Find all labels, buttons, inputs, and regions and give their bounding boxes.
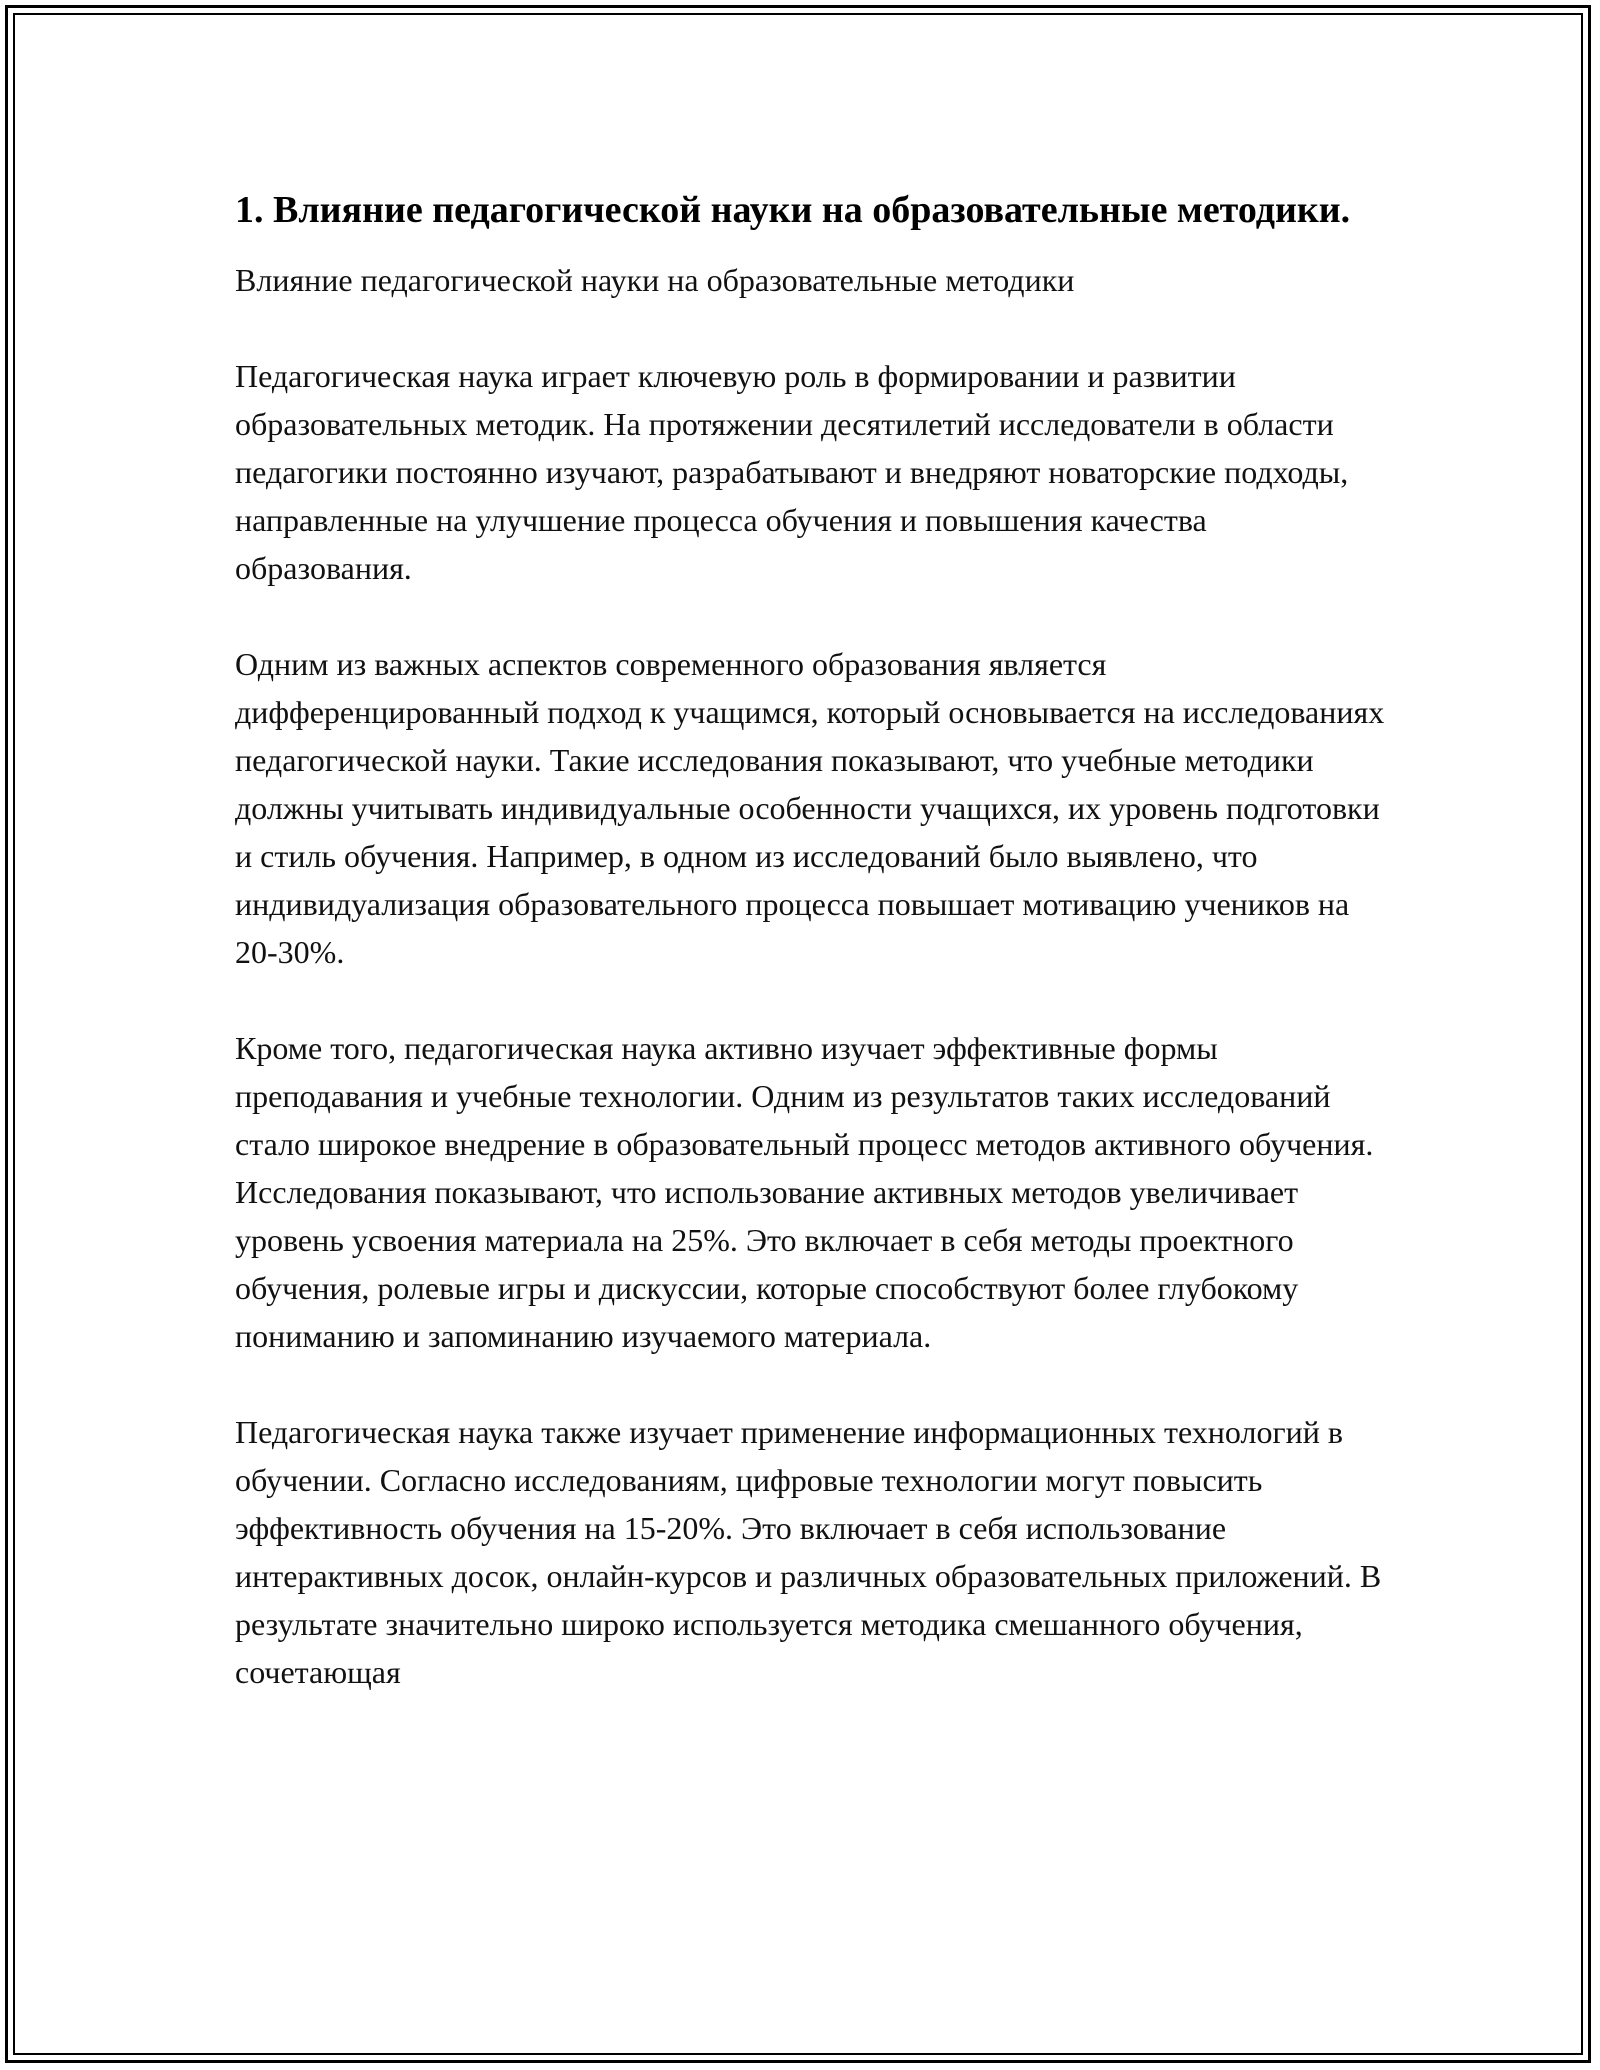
paragraph-4: Педагогическая наука также изучает применение информационных технологий в обучении. Согласно исследованиям, цифровые технологии могут повысить эффективность обучения на 15-20%. Это включает в себя использование интерактивных досок, онлайн-курсов и различных образовательных приложений. В результате значительно широко используется методика смешанного обучения, сочетающая [235, 1414, 1382, 1690]
paragraph-1: Педагогическая наука играет ключевую роль в формировании и развитии образовательных методик. На протяжении десятилетий исследователи в области педагогики постоянно изучают, разрабатывают и внедряют новаторские подходы, направленные на улучшение процесса обучения и повышения качества образования. [235, 358, 1349, 586]
paragraph-2: Одним из важных аспектов современного образования является дифференцированный подход к учащимся, который основывается на исследованиях педагогической науки. Такие исследования показывают, что учебные методики должны учитывать индивидуальные особенности учащихся, их уровень подготовки и стиль обучения. Например, в одном из исследований было выявлено, что индивидуализация образовательного процесса повышает мотивацию учеников на 20-30%. [235, 646, 1385, 970]
paragraph-3: Кроме того, педагогическая наука активно изучает эффективные формы преподавания и учебные технологии. Одним из результатов таких исследований стало широкое внедрение в образовательный процесс методов активного обучения. Исследования показывают, что использование активных методов увеличивает уровень усвоения материала на 25%. Это включает в себя методы проектного обучения, ролевые игры и дискуссии, которые способствуют более глубокому пониманию и запоминанию изучаемого материала. [235, 1030, 1374, 1354]
document-heading: 1. Влияние педагогической науки на образовательные методики. [235, 189, 1351, 231]
document-subtitle: Влияние педагогической науки на образовательные методики [235, 262, 1075, 298]
document-body [235, 186, 1385, 1744]
